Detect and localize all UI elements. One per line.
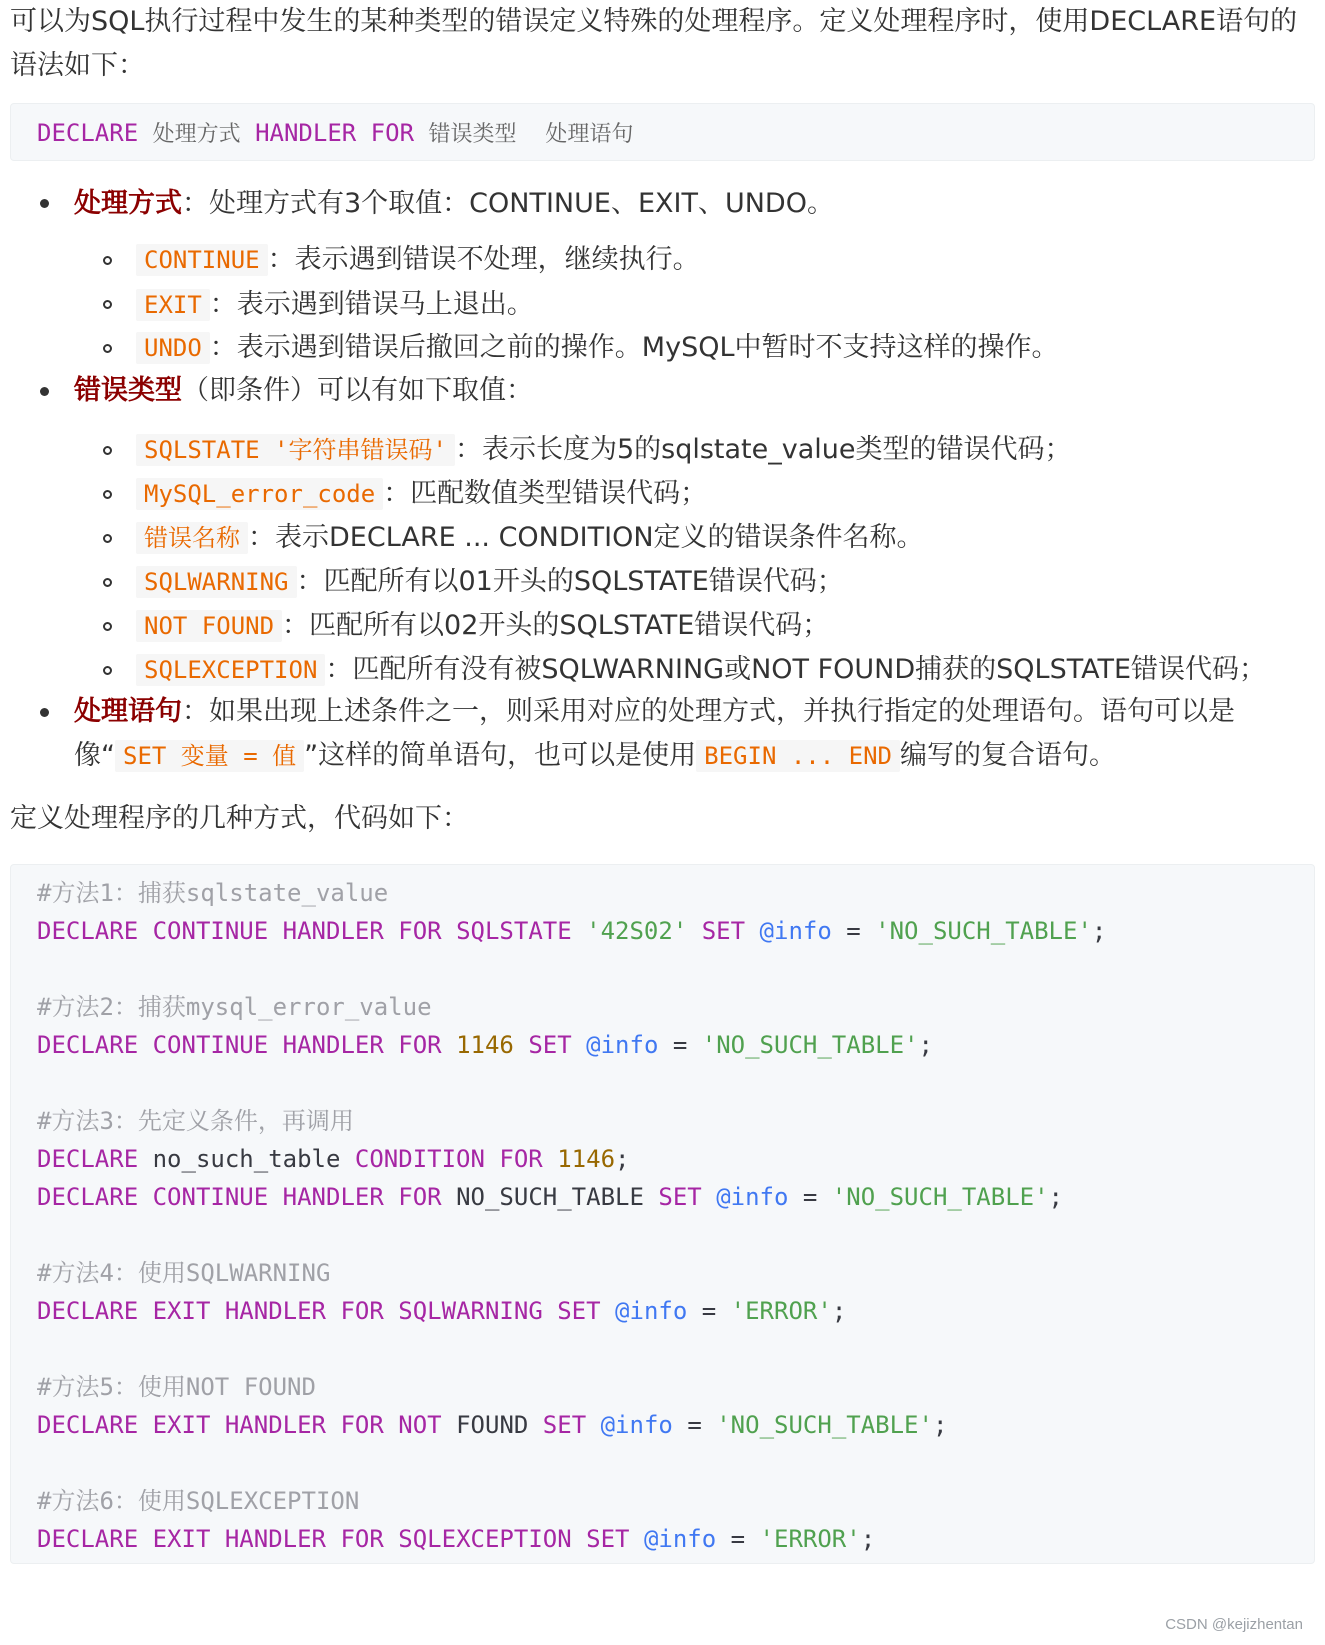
inline-code: SQLSTATE '字符串错误码' xyxy=(136,434,455,466)
code-line-m3a xyxy=(37,1143,629,1175)
code-token: 1146 xyxy=(557,1145,616,1173)
code-line-m4 xyxy=(37,1295,846,1327)
item-text: ：匹配所有以02开头的SQLSTATE错误代码； xyxy=(282,610,830,641)
term-method: 处理方式 xyxy=(74,188,182,219)
code-token: HANDLER xyxy=(282,917,384,945)
sub-bullet-circle xyxy=(103,344,112,353)
section-intro: 定义处理程序的几种方式，代码如下： xyxy=(10,803,469,834)
method-item xyxy=(136,283,534,327)
error-type-item xyxy=(136,604,829,648)
intro-paragraph: 可以为SQL执行过程中发生的某种类型的错误定义特殊的处理程序。定义处理程序时，使用DECLARE语句的语法如下： xyxy=(10,6,1298,81)
code-token: 'NO_SUCH_TABLE' xyxy=(875,917,1092,945)
code-token: DECLARE xyxy=(37,1525,139,1553)
keyword-declare: DECLARE xyxy=(37,119,139,147)
code-token: FOR xyxy=(398,917,442,945)
error-type-item xyxy=(136,516,924,560)
code-token: HANDLER xyxy=(282,1183,384,1211)
sub-bullet-circle xyxy=(103,534,112,543)
placeholder-error-type: 错误类型 xyxy=(428,122,517,147)
code-comment: #方法5：使用NOT FOUND xyxy=(37,1373,316,1401)
bullet-dot xyxy=(40,387,49,396)
code-token: SET xyxy=(701,917,746,945)
code-token: 'NO_SUCH_TABLE' xyxy=(716,1411,933,1439)
bullet-statement-continued xyxy=(74,734,1116,778)
sub-bullet-circle xyxy=(103,446,112,455)
code-token: = xyxy=(730,1525,746,1553)
code-comment: #方法4：使用SQLWARNING xyxy=(37,1259,331,1287)
code-token: SET xyxy=(557,1297,601,1325)
item-text: ：表示遇到错误后撤回之前的操作。MySQL中暂时不支持这样的操作。 xyxy=(209,332,1059,363)
code-token: = xyxy=(802,1183,818,1211)
bullet-statement xyxy=(74,690,1235,734)
inline-code: 错误名称 xyxy=(136,522,248,554)
code-token: = xyxy=(687,1411,702,1439)
sub-bullet-circle xyxy=(103,666,112,675)
error-type-item xyxy=(136,472,707,516)
code-token: @info xyxy=(643,1525,717,1553)
code-token: DECLARE xyxy=(37,1411,139,1439)
bullet-error-type xyxy=(74,369,533,413)
code-token: CONDITION xyxy=(354,1145,485,1173)
placeholder-method: 处理方式 xyxy=(152,122,241,147)
code-line-m2 xyxy=(37,1029,933,1061)
sub-bullet-circle xyxy=(103,622,112,631)
code-comment: #方法1：捕获sqlstate_value xyxy=(37,879,389,907)
item-text: ：表示遇到错误不处理，继续执行。 xyxy=(267,244,700,275)
code-token: CONTINUE xyxy=(152,1031,269,1059)
inline-code: CONTINUE xyxy=(136,244,268,276)
code-token: ; xyxy=(1091,917,1107,945)
statement-text-c: 编写的复合语句。 xyxy=(900,740,1116,771)
item-text: ：表示长度为5的sqlstate_value类型的错误代码； xyxy=(454,434,1072,465)
inline-code: SQLEXCEPTION xyxy=(136,654,325,686)
inline-code: EXIT xyxy=(136,289,210,321)
code-token: FOUND xyxy=(456,1411,529,1439)
code-token: = xyxy=(701,1297,717,1325)
term-statement: 处理语句 xyxy=(74,696,182,727)
code-token: NO_SUCH_TABLE xyxy=(456,1183,644,1211)
code-token: '42S02' xyxy=(586,917,688,945)
sub-bullet-circle xyxy=(103,490,112,499)
placeholder-statement: 处理语句 xyxy=(545,122,634,147)
method-item xyxy=(136,326,1059,370)
code-token: DECLARE xyxy=(37,1183,139,1211)
code-token: HANDLER xyxy=(224,1297,327,1325)
item-text: ：匹配数值类型错误代码； xyxy=(383,478,708,509)
bullet-method-text: ：处理方式有3个取值：CONTINUE、EXIT、UNDO。 xyxy=(182,188,834,219)
code-token: 'ERROR' xyxy=(759,1525,861,1553)
code-token: DECLARE xyxy=(37,1297,139,1325)
code-line-m1 xyxy=(37,915,1106,947)
bullet-dot xyxy=(40,708,49,717)
inline-code: NOT FOUND xyxy=(136,610,282,642)
sub-bullet-circle xyxy=(103,578,112,587)
code-token: CONTINUE xyxy=(152,917,269,945)
examples-code-block xyxy=(10,864,1315,1564)
code-token: ; xyxy=(932,1411,948,1439)
code-token: FOR xyxy=(340,1411,384,1439)
error-type-item xyxy=(136,648,1266,692)
code-token: SET xyxy=(528,1031,572,1059)
code-token: FOR xyxy=(398,1031,442,1059)
inline-code: MySQL_error_code xyxy=(136,478,383,510)
code-token: SQLWARNING xyxy=(398,1297,543,1325)
code-token: @info xyxy=(586,1031,659,1059)
item-text: ：匹配所有没有被SQLWARNING或NOT FOUND捕获的SQLSTATE错误代码； xyxy=(325,654,1267,685)
code-token: @info xyxy=(600,1411,673,1439)
code-token: FOR xyxy=(340,1525,384,1553)
code-token: ; xyxy=(615,1145,630,1173)
code-line-m3b xyxy=(37,1181,1063,1213)
error-type-item xyxy=(136,560,844,604)
code-token: EXIT xyxy=(152,1297,211,1325)
code-comment: #方法6：使用SQLEXCEPTION xyxy=(37,1487,360,1515)
code-token: ; xyxy=(918,1031,933,1059)
code-token: HANDLER xyxy=(224,1411,327,1439)
code-token: ; xyxy=(1048,1183,1063,1211)
bullet-dot xyxy=(40,199,49,208)
code-token: 'NO_SUCH_TABLE' xyxy=(701,1031,919,1059)
code-token: SET xyxy=(542,1411,587,1439)
code-comment: #方法2：捕获mysql_error_value xyxy=(37,993,432,1021)
code-token: = xyxy=(672,1031,688,1059)
keyword-handler-for: HANDLER FOR xyxy=(255,119,415,147)
code-token: = xyxy=(846,917,861,945)
code-token: SET xyxy=(658,1183,702,1211)
inline-code: BEGIN ... END xyxy=(696,740,900,772)
code-token: DECLARE xyxy=(37,1145,139,1173)
code-token: FOR xyxy=(398,1183,442,1211)
code-line-m5 xyxy=(37,1409,947,1441)
code-token: 'NO_SUCH_TABLE' xyxy=(831,1183,1049,1211)
inline-code: SET 变量 = 值 xyxy=(115,740,304,772)
statement-text-b: ”这样的简单语句，也可以是使用 xyxy=(304,740,697,771)
code-token: DECLARE xyxy=(37,917,139,945)
item-text: ：匹配所有以01开头的SQLSTATE错误代码； xyxy=(296,566,844,597)
sub-bullet-circle xyxy=(103,300,112,309)
watermark: CSDN @kejizhentan xyxy=(1165,1616,1303,1633)
code-token: SQLEXCEPTION xyxy=(398,1525,572,1553)
code-token: @info xyxy=(716,1183,789,1211)
code-token: CONTINUE xyxy=(152,1183,269,1211)
statement-text-a: 像“ xyxy=(74,740,115,771)
syntax-code-block xyxy=(10,103,1315,161)
code-token: @info xyxy=(615,1297,688,1325)
method-item xyxy=(136,238,700,282)
code-token: no_such_table xyxy=(152,1145,341,1173)
term-error-type: 错误类型 xyxy=(74,375,182,406)
inline-code: SQLWARNING xyxy=(136,566,297,598)
code-token: FOR xyxy=(499,1145,543,1173)
code-token: 1146 xyxy=(456,1031,514,1059)
code-token: ; xyxy=(860,1525,876,1553)
code-token: ; xyxy=(831,1297,847,1325)
code-token: EXIT xyxy=(152,1525,211,1553)
code-token: SET xyxy=(586,1525,630,1553)
item-text: ：表示DECLARE ... CONDITION定义的错误条件名称。 xyxy=(248,522,924,553)
code-token: DECLARE xyxy=(37,1031,139,1059)
item-text: ：表示遇到错误马上退出。 xyxy=(209,289,534,320)
code-token: HANDLER xyxy=(282,1031,384,1059)
code-token: 'ERROR' xyxy=(730,1297,832,1325)
code-comment: #方法3：先定义条件，再调用 xyxy=(37,1107,354,1135)
bullet-method xyxy=(74,182,834,226)
sub-bullet-circle xyxy=(103,256,112,265)
code-token: NOT xyxy=(398,1411,442,1439)
syntax-line xyxy=(37,117,633,151)
code-line-m6 xyxy=(37,1523,875,1555)
bullet-statement-text: ：如果出现上述条件之一，则采用对应的处理方式，并执行指定的处理语句。语句可以是 xyxy=(182,696,1235,727)
code-token: SQLSTATE xyxy=(456,917,572,945)
code-token: FOR xyxy=(340,1297,384,1325)
code-token: @info xyxy=(759,917,832,945)
code-token: EXIT xyxy=(152,1411,211,1439)
bullet-error-type-text: （即条件）可以有如下取值： xyxy=(182,375,533,406)
error-type-item xyxy=(136,428,1071,472)
inline-code: UNDO xyxy=(136,332,210,364)
code-token: HANDLER xyxy=(224,1525,327,1553)
